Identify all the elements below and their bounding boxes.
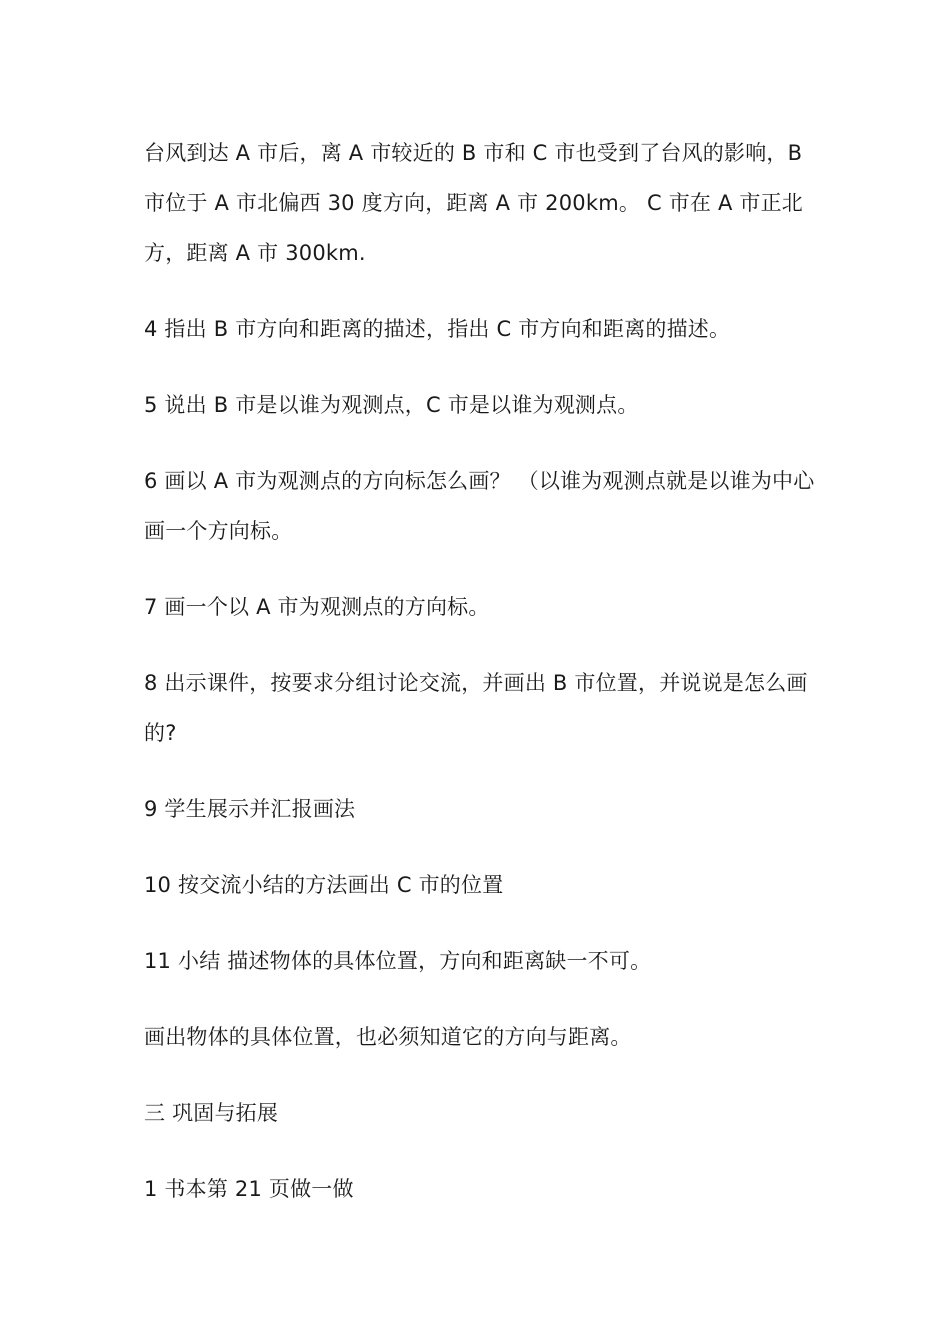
paragraph-exercise-1: 1 书本第 21 页做一做	[144, 1177, 354, 1201]
document-body	[144, 128, 824, 1214]
paragraph-step-9: 9 学生展示并汇报画法	[144, 797, 356, 821]
paragraph-step-4: 4 指出 B 市方向和距离的描述，指出 C 市方向和距离的描述。	[144, 317, 731, 341]
paragraph-step-11: 11 小结 描述物体的具体位置，方向和距离缺一不可。	[144, 949, 652, 973]
section-heading-consolidation: 三 巩固与拓展	[144, 1101, 279, 1125]
paragraph-step-6: 6 画以 A 市为观测点的方向标怎么画？ （以谁为观测点就是以谁为中心画一个方向标。	[144, 469, 815, 543]
paragraph-step-10: 10 按交流小结的方法画出 C 市的位置	[144, 873, 504, 897]
paragraph-step-5: 5 说出 B 市是以谁为观测点，C 市是以谁为观测点。	[144, 393, 639, 417]
paragraph-step-8: 8 出示课件，按要求分组讨论交流，并画出 B 市位置，并说说是怎么画的?	[144, 671, 808, 745]
paragraph-step-7: 7 画一个以 A 市为观测点的方向标。	[144, 595, 490, 619]
paragraph-intro: 台风到达 A 市后，离 A 市较近的 B 市和 C 市也受到了台风的影响，B 市位于 A 市北偏西 30 度方向，距离 A 市 200km。 C 市在 A 市正北方，距离 A 市 300km.	[144, 141, 804, 265]
paragraph-summary: 画出物体的具体位置，也必须知道它的方向与距离。	[144, 1025, 632, 1049]
